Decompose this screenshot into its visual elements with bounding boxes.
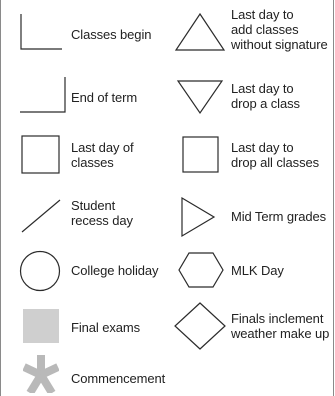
legend-label-classes-begin: Classes begin (71, 27, 152, 42)
gray-square-icon (23, 309, 59, 343)
legend-label-mid-term-grades: Mid Term grades (231, 209, 327, 224)
triangle-up-icon (174, 12, 226, 52)
triangle-right-icon (180, 196, 216, 238)
slash-icon (20, 198, 62, 234)
legend-label-mlk-day: MLK Day (231, 263, 284, 278)
classes-begin-corner-icon (20, 14, 64, 50)
legend-label-last-day-drop-class: Last day to drop a class (231, 81, 300, 111)
legend-label-last-day-drop-all: Last day to drop all classes (231, 140, 319, 170)
legend-label-college-holiday: College holiday (71, 263, 159, 278)
legend-label-commencement: Commencement (71, 371, 166, 386)
last-day-of-classes-square-icon (21, 135, 61, 175)
legend-label-last-day-add: Last day to add classes without signature (231, 7, 328, 52)
legend-label-final-exams: Final exams (71, 320, 140, 335)
end-of-term-corner-icon (20, 77, 66, 113)
triangle-down-icon (176, 79, 224, 115)
asterisk-icon (23, 355, 59, 393)
legend-label-last-day-of-classes: Last day of classes (71, 140, 134, 170)
last-day-drop-all-square-icon (182, 136, 220, 174)
hexagon-icon (177, 251, 225, 289)
legend-label-end-of-term: End of term (71, 90, 138, 105)
legend-label-student-recess: Student recess day (71, 198, 133, 228)
legend-label-finals-inclement: Finals inclement weather make up (231, 311, 330, 341)
diamond-icon (173, 301, 227, 351)
circle-icon (19, 250, 61, 292)
